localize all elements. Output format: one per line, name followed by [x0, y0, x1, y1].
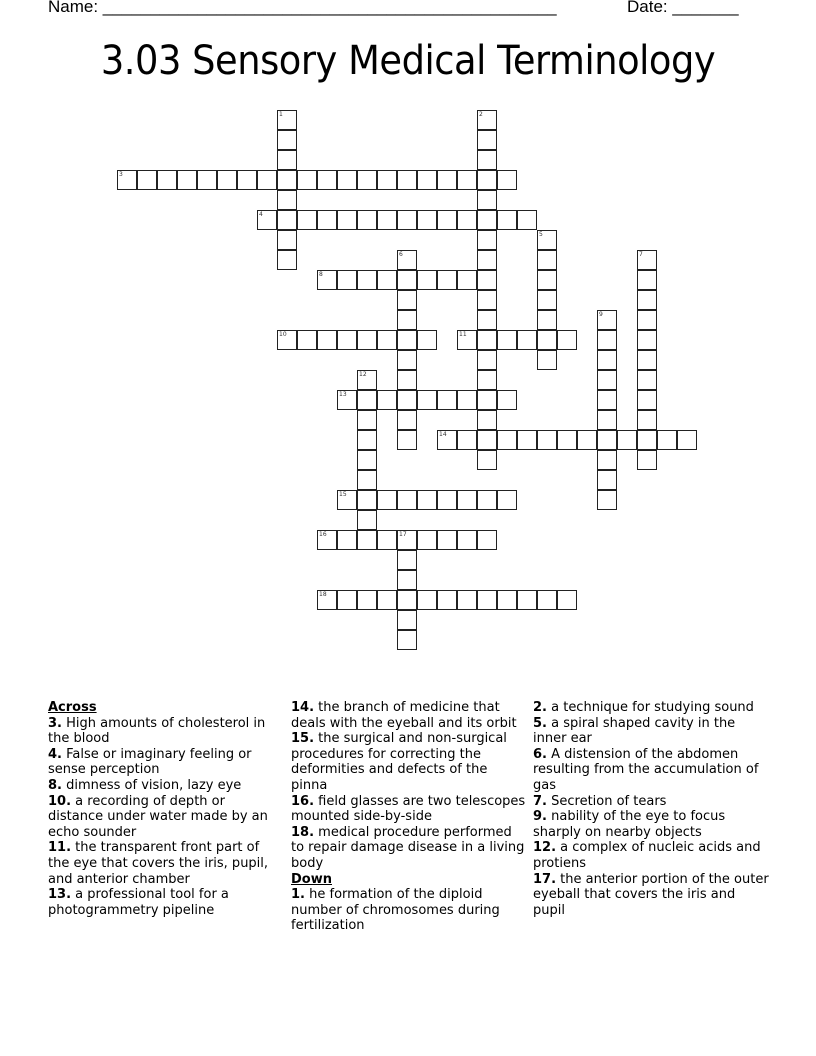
- grid-cell[interactable]: [497, 430, 517, 450]
- grid-cell[interactable]: [577, 430, 597, 450]
- clue-number: 9: [599, 311, 603, 318]
- clue-across-16: 16. field glasses are two telescopes mounted side-by-side: [291, 793, 526, 825]
- clue-across-14: 14. the branch of medicine that deals with the eyeball and its orbit: [291, 700, 517, 731]
- grid-cell[interactable]: [377, 530, 397, 550]
- grid-cell[interactable]: [597, 410, 617, 430]
- grid-cell[interactable]: [357, 450, 377, 470]
- clue-column-2: [291, 700, 527, 934]
- grid-cell[interactable]: [477, 370, 497, 390]
- grid-cell[interactable]: [397, 550, 417, 570]
- grid-cell[interactable]: [477, 210, 497, 230]
- clue-across-13: 13. a professional tool for a photogrammetry pipeline: [48, 887, 229, 918]
- grid-cell[interactable]: [357, 530, 377, 550]
- grid-cell[interactable]: [397, 330, 417, 350]
- grid-cell[interactable]: [357, 370, 377, 390]
- grid-cell[interactable]: [397, 490, 417, 510]
- clue-number: 14: [439, 431, 447, 438]
- grid-cell[interactable]: [477, 110, 497, 130]
- grid-cell[interactable]: [277, 230, 297, 250]
- grid-cell[interactable]: [597, 310, 617, 330]
- grid-cell[interactable]: [257, 210, 277, 230]
- grid-cell[interactable]: [277, 110, 297, 130]
- grid-cell[interactable]: [397, 270, 417, 290]
- grid-cell[interactable]: [417, 210, 437, 230]
- clue-number: 17: [399, 531, 407, 538]
- grid-cell[interactable]: [457, 490, 477, 510]
- clue-column-3: [533, 700, 769, 918]
- clue-number: 7: [639, 251, 643, 258]
- grid-cell[interactable]: [597, 470, 617, 490]
- grid-cell[interactable]: [637, 310, 657, 330]
- grid-cell[interactable]: [477, 230, 497, 250]
- clue-across-4: 4. False or imaginary feeling or sense perception: [48, 746, 252, 778]
- grid-cell[interactable]: [417, 590, 437, 610]
- grid-cell[interactable]: [377, 390, 397, 410]
- grid-cell[interactable]: [637, 390, 657, 410]
- clue-column-1: [48, 700, 284, 918]
- grid-cell[interactable]: [337, 490, 357, 510]
- grid-cell[interactable]: [437, 490, 457, 510]
- grid-cell[interactable]: [157, 170, 177, 190]
- clue-across-3: 3. High amounts of cholesterol in the blood: [48, 715, 266, 747]
- grid-cell[interactable]: [377, 590, 397, 610]
- grid-cell[interactable]: [437, 270, 457, 290]
- across-heading: Across: [48, 700, 97, 715]
- clue-down-7: 7. Secretion of tears: [533, 793, 667, 809]
- grid-cell[interactable]: [397, 570, 417, 590]
- grid-cell[interactable]: [117, 170, 137, 190]
- grid-cell[interactable]: [297, 210, 317, 230]
- page-title: 3.03 Sensory Medical Terminology: [100, 38, 716, 84]
- grid-cell[interactable]: [557, 590, 577, 610]
- grid-cell[interactable]: [477, 130, 497, 150]
- grid-cell[interactable]: [517, 430, 537, 450]
- grid-cell[interactable]: [317, 330, 337, 350]
- clue-number: 3: [119, 171, 123, 178]
- grid-cell[interactable]: [357, 170, 377, 190]
- grid-cell[interactable]: [477, 290, 497, 310]
- clue-down-1: 1. he formation of the diploid number of chromosomes during fertilization: [291, 887, 500, 934]
- grid-cell[interactable]: [497, 330, 517, 350]
- grid-cell[interactable]: [297, 330, 317, 350]
- clue-number: 8: [319, 271, 323, 278]
- grid-cell[interactable]: [457, 530, 477, 550]
- grid-cell[interactable]: [617, 430, 637, 450]
- grid-cell[interactable]: [537, 350, 557, 370]
- grid-cell[interactable]: [477, 270, 497, 290]
- grid-cell[interactable]: [457, 330, 477, 350]
- grid-cell[interactable]: [397, 170, 417, 190]
- grid-cell[interactable]: [477, 350, 497, 370]
- grid-cell[interactable]: [517, 330, 537, 350]
- clue-number: 15: [339, 491, 347, 498]
- grid-cell[interactable]: [137, 170, 157, 190]
- clue-number: 4: [259, 211, 263, 218]
- clue-number: 2: [479, 111, 483, 118]
- grid-cell[interactable]: [397, 310, 417, 330]
- grid-cell[interactable]: [477, 590, 497, 610]
- grid-cell[interactable]: [437, 430, 457, 450]
- clue-across-15: 15. the surgical and non-surgical procedures for correcting the deformities and defects of the pinna: [291, 731, 507, 793]
- grid-cell[interactable]: [537, 590, 557, 610]
- grid-cell[interactable]: [437, 390, 457, 410]
- grid-cell[interactable]: [537, 310, 557, 330]
- clue-down-6: 6. A distension of the abdomen resulting from the accumulation of gas: [533, 746, 759, 793]
- grid-cell[interactable]: [457, 170, 477, 190]
- grid-cell[interactable]: [597, 430, 617, 450]
- grid-cell[interactable]: [497, 490, 517, 510]
- grid-cell[interactable]: [597, 330, 617, 350]
- grid-cell[interactable]: [317, 210, 337, 230]
- grid-cell[interactable]: [477, 430, 497, 450]
- grid-cell[interactable]: [377, 330, 397, 350]
- grid-cell[interactable]: [557, 330, 577, 350]
- grid-cell[interactable]: [477, 150, 497, 170]
- grid-cell[interactable]: [317, 270, 337, 290]
- grid-cell[interactable]: [477, 170, 497, 190]
- grid-cell[interactable]: [337, 330, 357, 350]
- grid-cell[interactable]: [357, 430, 377, 450]
- clue-down-12: 12. a complex of nucleic acids and protiens: [533, 840, 761, 871]
- grid-cell[interactable]: [277, 330, 297, 350]
- grid-cell[interactable]: [637, 270, 657, 290]
- grid-cell[interactable]: [317, 170, 337, 190]
- grid-cell[interactable]: [297, 170, 317, 190]
- clue-down-2: 2. a technique for studying sound: [533, 700, 754, 715]
- grid-cell[interactable]: [337, 390, 357, 410]
- grid-cell[interactable]: [417, 330, 437, 350]
- grid-cell[interactable]: [477, 530, 497, 550]
- grid-cell[interactable]: [277, 150, 297, 170]
- grid-cell[interactable]: [477, 330, 497, 350]
- grid-cell[interactable]: [357, 470, 377, 490]
- grid-cell[interactable]: [477, 310, 497, 330]
- grid-cell[interactable]: [277, 190, 297, 210]
- grid-cell[interactable]: [437, 530, 457, 550]
- grid-cell[interactable]: [397, 290, 417, 310]
- clue-number: 10: [279, 331, 287, 338]
- clue-down-5: 5. a spiral shaped cavity in the inner ear: [533, 715, 736, 747]
- grid-cell[interactable]: [597, 490, 617, 510]
- grid-cell[interactable]: [357, 510, 377, 530]
- grid-cell[interactable]: [357, 210, 377, 230]
- grid-cell[interactable]: [517, 210, 537, 230]
- clue-across-11: 11. the transparent front part of the eye that covers the iris, pupil, and anterior chamber: [48, 840, 269, 887]
- clue-across-10: 10. a recording of depth or distance under water made by an echo sounder: [48, 793, 268, 840]
- grid-cell[interactable]: [637, 330, 657, 350]
- grid-cell[interactable]: [397, 390, 417, 410]
- grid-cell[interactable]: [417, 390, 437, 410]
- grid-cell[interactable]: [237, 170, 257, 190]
- grid-cell[interactable]: [317, 530, 337, 550]
- grid-cell[interactable]: [397, 610, 417, 630]
- name-field-label[interactable]: Name: ________________________________________________: [48, 0, 557, 16]
- grid-cell[interactable]: [537, 230, 557, 250]
- clue-number: 1: [279, 111, 283, 118]
- grid-cell[interactable]: [417, 530, 437, 550]
- grid-cell[interactable]: [537, 250, 557, 270]
- grid-cell[interactable]: [377, 210, 397, 230]
- grid-cell[interactable]: [637, 430, 657, 450]
- grid-cell[interactable]: [657, 430, 677, 450]
- grid-cell[interactable]: [397, 590, 417, 610]
- grid-cell[interactable]: [477, 250, 497, 270]
- clue-across-18: 18. medical procedure performed to repair damage disease in a living body: [291, 824, 525, 871]
- grid-cell[interactable]: [437, 590, 457, 610]
- grid-cell[interactable]: [357, 590, 377, 610]
- grid-cell[interactable]: [477, 490, 497, 510]
- grid-cell[interactable]: [397, 430, 417, 450]
- grid-cell[interactable]: [417, 490, 437, 510]
- grid-cell[interactable]: [637, 450, 657, 470]
- grid-cell[interactable]: [457, 390, 477, 410]
- grid-cell[interactable]: [457, 270, 477, 290]
- grid-cell[interactable]: [337, 170, 357, 190]
- grid-cell[interactable]: [437, 170, 457, 190]
- grid-cell[interactable]: [397, 250, 417, 270]
- grid-cell[interactable]: [537, 430, 557, 450]
- grid-cell[interactable]: [417, 270, 437, 290]
- grid-cell[interactable]: [637, 410, 657, 430]
- grid-cell[interactable]: [397, 530, 417, 550]
- grid-cell[interactable]: [417, 170, 437, 190]
- grid-cell[interactable]: [197, 170, 217, 190]
- grid-cell[interactable]: [637, 370, 657, 390]
- grid-cell[interactable]: [497, 170, 517, 190]
- grid-cell[interactable]: [397, 630, 417, 650]
- grid-cell[interactable]: [597, 370, 617, 390]
- grid-cell[interactable]: [517, 590, 537, 610]
- clue-number: 5: [539, 231, 543, 238]
- grid-cell[interactable]: [217, 170, 237, 190]
- grid-cell[interactable]: [357, 410, 377, 430]
- grid-cell[interactable]: [337, 270, 357, 290]
- grid-cell[interactable]: [277, 170, 297, 190]
- grid-cell[interactable]: [337, 210, 357, 230]
- grid-cell[interactable]: [397, 410, 417, 430]
- grid-cell[interactable]: [177, 170, 197, 190]
- grid-cell[interactable]: [497, 390, 517, 410]
- grid-cell[interactable]: [457, 430, 477, 450]
- grid-cell[interactable]: [397, 350, 417, 370]
- grid-cell[interactable]: [477, 390, 497, 410]
- grid-cell[interactable]: [257, 170, 277, 190]
- grid-cell[interactable]: [397, 210, 417, 230]
- grid-cell[interactable]: [637, 350, 657, 370]
- grid-cell[interactable]: [277, 250, 297, 270]
- grid-cell[interactable]: [437, 210, 457, 230]
- clue-number: 11: [459, 331, 467, 338]
- grid-cell[interactable]: [337, 530, 357, 550]
- grid-cell[interactable]: [277, 210, 297, 230]
- clue-number: 16: [319, 531, 327, 538]
- grid-cell[interactable]: [557, 430, 577, 450]
- clue-number: 13: [339, 391, 347, 398]
- grid-cell[interactable]: [537, 290, 557, 310]
- grid-cell[interactable]: [477, 190, 497, 210]
- grid-cell[interactable]: [637, 290, 657, 310]
- grid-cell[interactable]: [637, 250, 657, 270]
- grid-cell[interactable]: [377, 490, 397, 510]
- grid-cell[interactable]: [597, 350, 617, 370]
- clue-number: 18: [319, 591, 327, 598]
- grid-cell[interactable]: [597, 450, 617, 470]
- date-field-label[interactable]: Date: _______: [627, 0, 739, 16]
- grid-cell[interactable]: [457, 210, 477, 230]
- grid-cell[interactable]: [337, 590, 357, 610]
- down-heading: Down: [291, 871, 332, 887]
- grid-cell[interactable]: [357, 390, 377, 410]
- grid-cell[interactable]: [377, 270, 397, 290]
- grid-cell[interactable]: [317, 590, 337, 610]
- clue-number: 6: [399, 251, 403, 258]
- grid-cell[interactable]: [537, 330, 557, 350]
- grid-cell[interactable]: [357, 330, 377, 350]
- grid-cell[interactable]: [597, 390, 617, 410]
- grid-cell[interactable]: [397, 370, 417, 390]
- grid-cell[interactable]: [677, 430, 697, 450]
- clue-across-8: 8. dimness of vision, lazy eye: [48, 777, 242, 793]
- grid-cell[interactable]: [357, 270, 377, 290]
- grid-cell[interactable]: [477, 450, 497, 470]
- grid-cell[interactable]: [357, 490, 377, 510]
- grid-cell[interactable]: [497, 590, 517, 610]
- clue-number: 12: [359, 371, 367, 378]
- grid-cell[interactable]: [277, 130, 297, 150]
- clue-down-9: 9. nability of the eye to focus sharply on nearby objects: [533, 809, 726, 840]
- grid-cell[interactable]: [377, 170, 397, 190]
- grid-cell[interactable]: [537, 270, 557, 290]
- grid-cell[interactable]: [477, 410, 497, 430]
- grid-cell[interactable]: [497, 210, 517, 230]
- grid-cell[interactable]: [457, 590, 477, 610]
- clue-down-17: 17. the anterior portion of the outer eyeball that covers the iris and pupil: [533, 871, 769, 918]
